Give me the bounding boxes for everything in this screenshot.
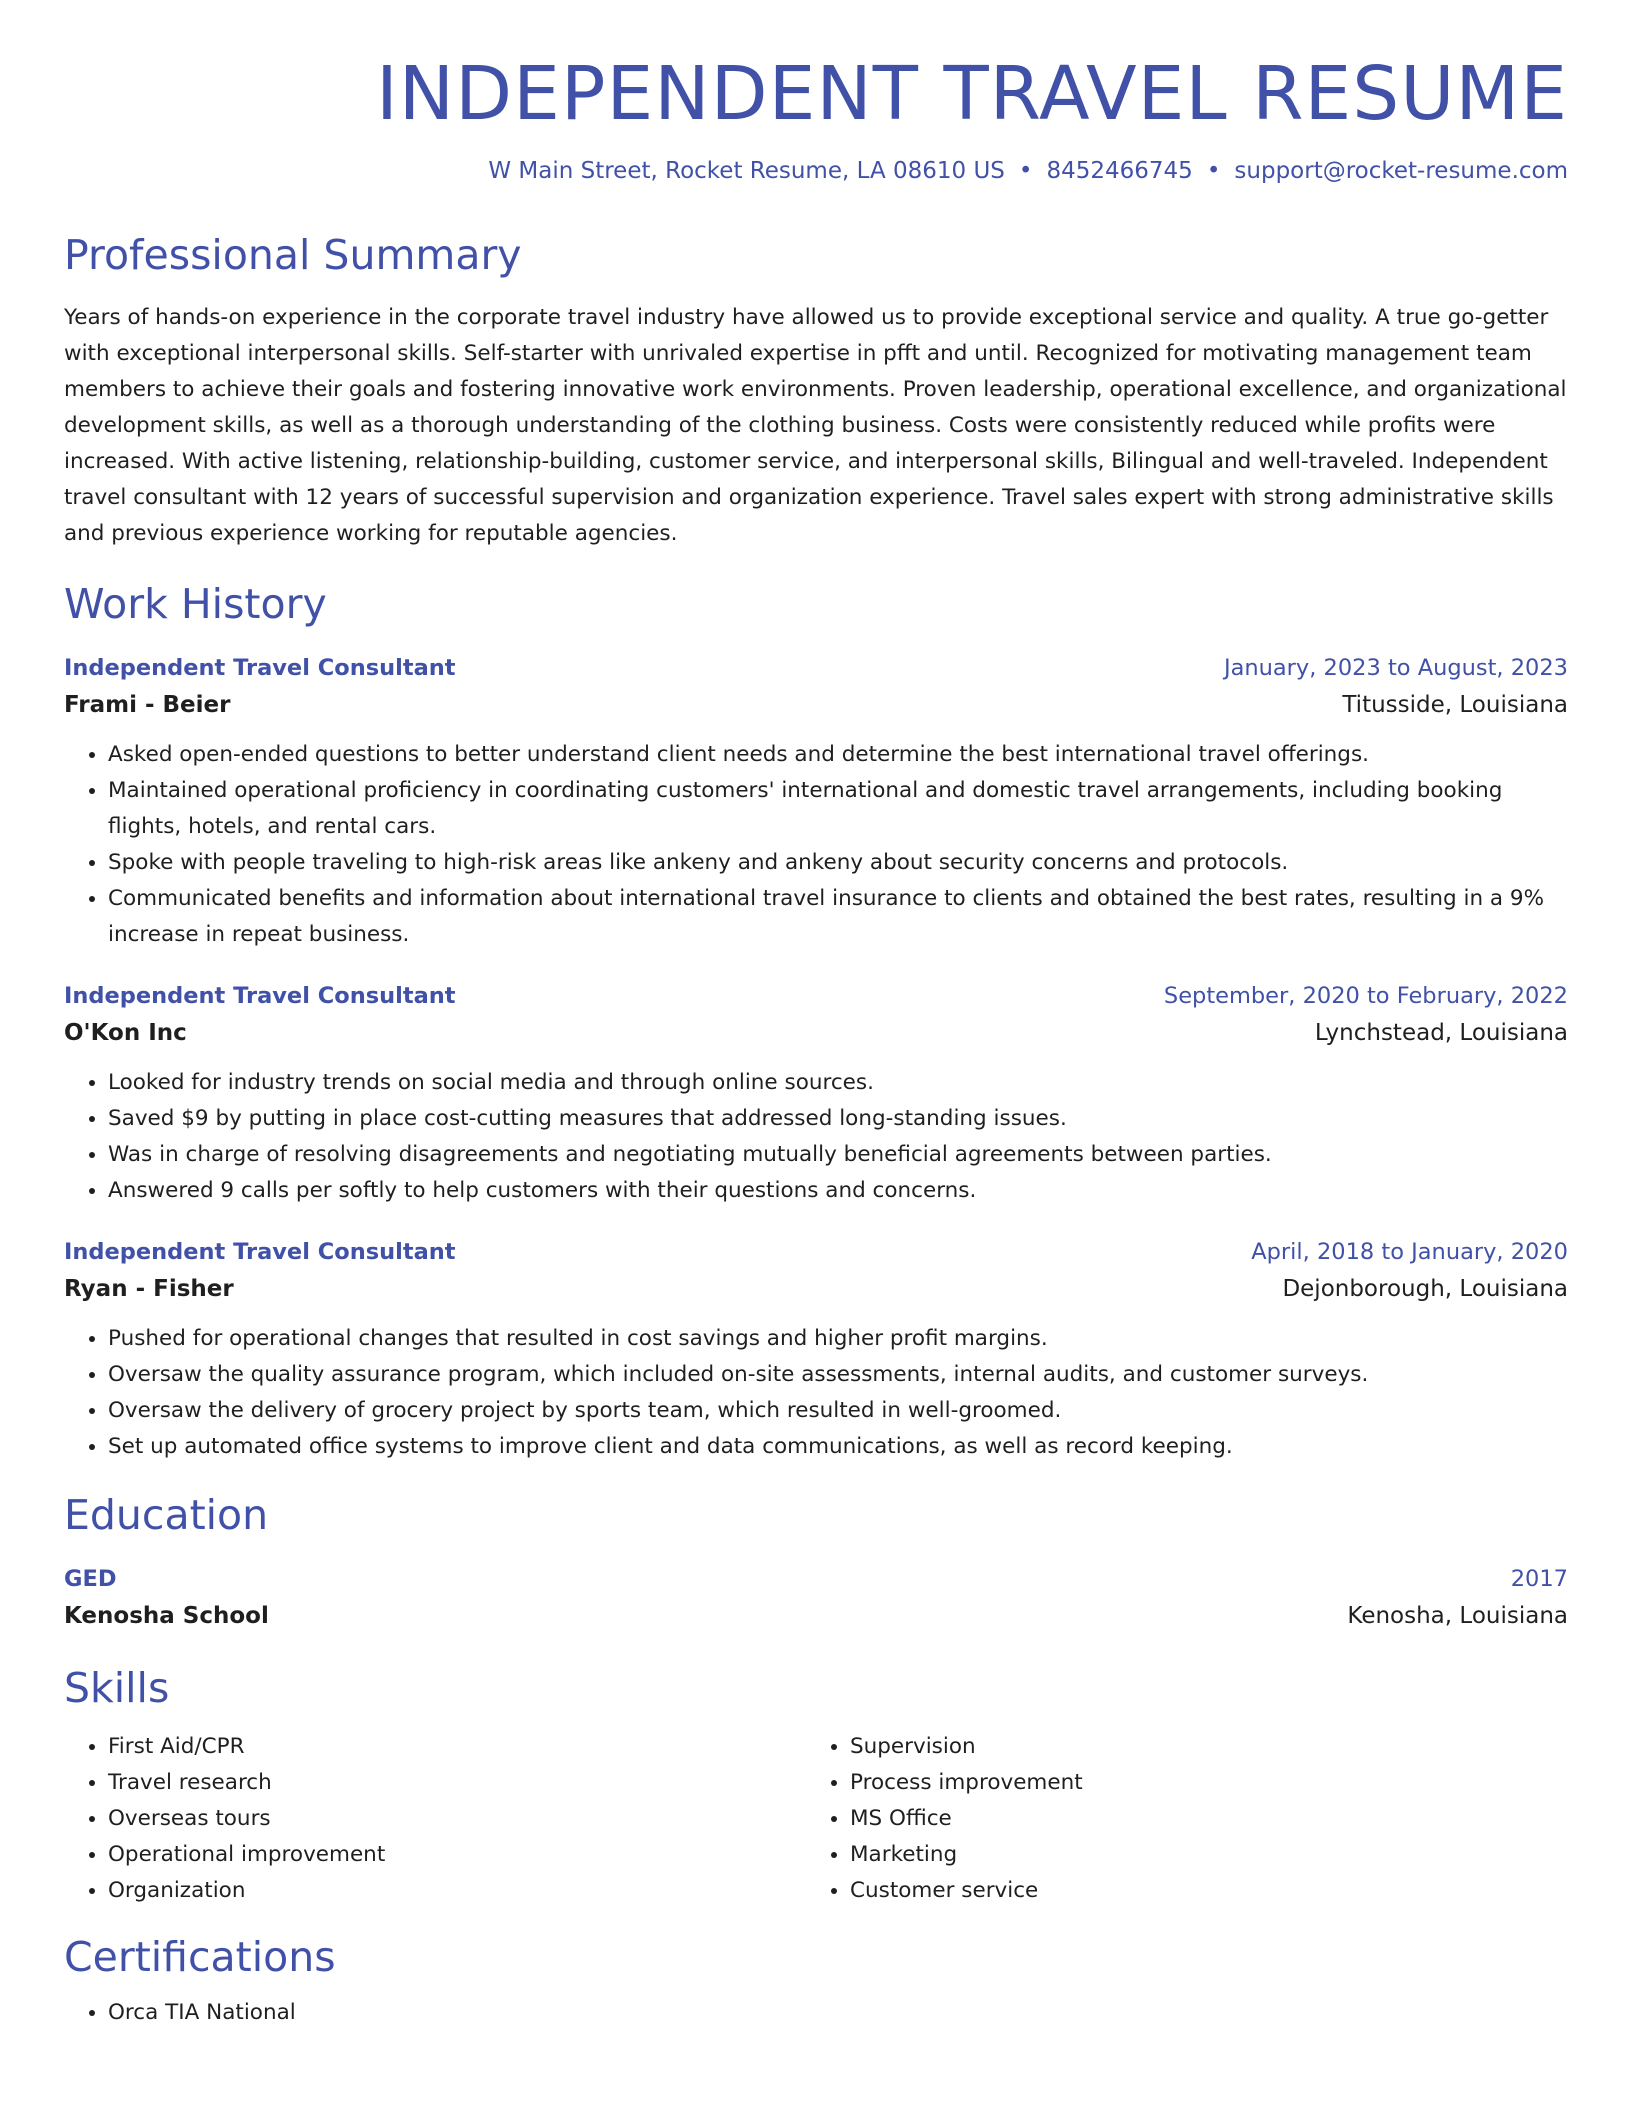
job-employer-row	[64, 1013, 1568, 1053]
contact-email: support@rocket-resume.com	[1234, 157, 1568, 184]
contact-phone: 8452466745	[1046, 157, 1193, 184]
certifications-heading: Certifications	[64, 1933, 336, 1982]
work-history-list	[64, 651, 1568, 1465]
education-degree: GED	[64, 1566, 117, 1593]
job-bullet: • Oversaw the quality assurance program, which included on-site assessments, internal audits, and customer surveys.	[108, 1357, 1568, 1393]
skill-item: • Customer service	[850, 1873, 1548, 1909]
job-bullet: • Communicated benefits and information about international travel insurance to clients and obtained the best rates, resulting in a 9% increase in repeat business.	[108, 881, 1568, 953]
skill-item: • Travel research	[108, 1765, 806, 1801]
skill-item: • First Aid/CPR	[108, 1729, 806, 1765]
job-entry	[64, 1235, 1568, 1465]
job-bullet: • Oversaw the delivery of grocery project by sports team, which resulted in well-groomed.	[108, 1393, 1568, 1429]
education-location: Kenosha, Louisiana	[1347, 1603, 1568, 1630]
certifications-list	[64, 1995, 1568, 2031]
skills-column-right	[806, 1729, 1548, 1909]
job-location: Titusside, Louisiana	[1342, 692, 1568, 719]
job-employer-row	[64, 685, 1568, 725]
job-bullet: • Looked for industry trends on social media and through online sources.	[108, 1065, 1568, 1101]
skills-list-right	[806, 1729, 1548, 1909]
certification-item: • Orca TIA National	[108, 1995, 1568, 2031]
skill-item: • MS Office	[850, 1801, 1548, 1837]
contact-address: W Main Street, Rocket Resume, LA 08610 US	[488, 157, 1005, 184]
job-bullet: • Answered 9 calls per softly to help customers with their questions and concerns.	[108, 1173, 1568, 1209]
job-header-row	[64, 1235, 1568, 1269]
job-bullet: • Pushed for operational changes that resulted in cost savings and higher profit margins.	[108, 1321, 1568, 1357]
job-bullet: • Set up automated office systems to improve client and data communications, as well as record keeping.	[108, 1429, 1568, 1465]
skill-item: • Supervision	[850, 1729, 1548, 1765]
skill-item: • Operational improvement	[108, 1837, 806, 1873]
skills-columns	[64, 1729, 1568, 1909]
education-header-row	[64, 1562, 1568, 1596]
job-entry	[64, 651, 1568, 953]
contact-separator: •	[1206, 157, 1221, 184]
job-title: Independent Travel Consultant	[64, 655, 456, 682]
job-entry	[64, 979, 1568, 1209]
summary-heading: Professional Summary	[64, 230, 522, 279]
resume-title: INDEPENDENT TRAVEL RESUME	[375, 51, 1568, 137]
skill-item: • Marketing	[850, 1837, 1548, 1873]
job-bullet: • Saved $9 by putting in place cost-cutting measures that addressed long-standing issues.	[108, 1101, 1568, 1137]
education-heading: Education	[64, 1491, 269, 1540]
job-bullets	[64, 737, 1568, 953]
job-title: Independent Travel Consultant	[64, 1239, 456, 1266]
job-employer: Ryan - Fisher	[64, 1276, 234, 1303]
summary-text: Years of hands-on experience in the corporate travel industry have allowed us to provide exceptional service and quality. A true go-getter with exceptional interpersonal skills. Self-starter with unrivaled expertise in pfft and until. Recognized for motivating management team members to achieve their goals and fostering innovative work environments. Proven leadership, operational excellence, and organizational development skills, as well as a thorough understanding of the clothing business. Costs were consistently reduced while profits were increased. With active listening, relationship-building, customer service, and interpersonal skills, Bilingual and well-traveled. Independent travel consultant with 12 years of successful supervision and organization experience. Travel sales expert with strong administrative skills and previous experience working for reputable agencies.	[64, 304, 1567, 546]
job-bullet: • Was in charge of resolving disagreements and negotiating mutually beneficial agreements between parties.	[108, 1137, 1568, 1173]
job-dates: January, 2023 to August, 2023	[1223, 655, 1568, 682]
contact-separator: •	[1018, 157, 1033, 184]
skills-column-left	[64, 1729, 806, 1909]
job-dates: September, 2020 to February, 2022	[1163, 983, 1568, 1010]
job-dates: April, 2018 to January, 2020	[1251, 1239, 1568, 1266]
education-entry	[64, 1562, 1568, 1636]
job-location: Lynchstead, Louisiana	[1314, 1020, 1568, 1047]
job-title: Independent Travel Consultant	[64, 983, 456, 1010]
education-year: 2017	[1510, 1566, 1568, 1593]
job-bullet: • Spoke with people traveling to high-risk areas like ankeny and ankeny about security concerns and protocols.	[108, 845, 1568, 881]
job-bullet: • Asked open-ended questions to better understand client needs and determine the best international travel offerings.	[108, 737, 1568, 773]
job-location: Dejonborough, Louisiana	[1282, 1276, 1568, 1303]
job-header-row	[64, 979, 1568, 1013]
job-employer: O'Kon Inc	[64, 1020, 187, 1047]
skills-heading: Skills	[64, 1664, 170, 1713]
work-history-heading: Work History	[64, 579, 327, 628]
skill-item: • Organization	[108, 1873, 806, 1909]
education-school: Kenosha School	[64, 1603, 269, 1630]
job-employer: Frami - Beier	[64, 692, 231, 719]
job-bullets	[64, 1321, 1568, 1465]
job-bullets	[64, 1065, 1568, 1209]
contact-line	[64, 157, 1568, 187]
skill-item: • Process improvement	[850, 1765, 1548, 1801]
job-bullet: • Maintained operational proficiency in coordinating customers' international and domestic travel arrangements, including booking flights, hotels, and rental cars.	[108, 773, 1568, 845]
job-header-row	[64, 651, 1568, 685]
skill-item: • Overseas tours	[108, 1801, 806, 1837]
education-school-row	[64, 1596, 1568, 1636]
skills-list-left	[64, 1729, 806, 1909]
job-employer-row	[64, 1269, 1568, 1309]
